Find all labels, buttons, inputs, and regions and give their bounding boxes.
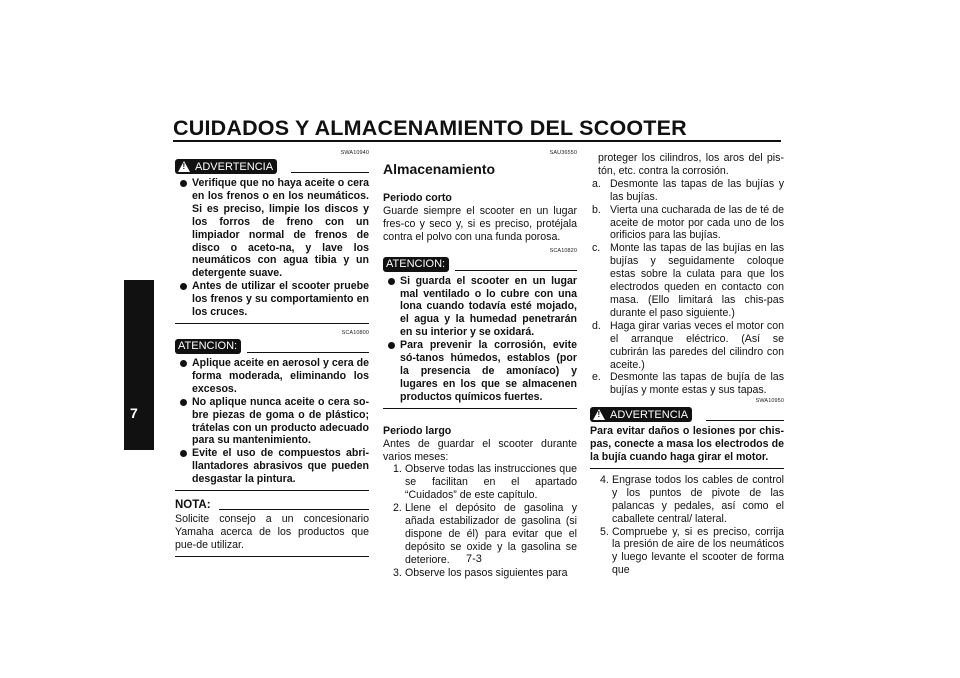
caution-header [175,339,369,354]
section-title: Almacenamiento [383,161,496,177]
warning-list [175,177,369,319]
caution-label: ATENCION: [383,257,449,272]
note-text: Solicite consejo a un concesionario Yamaha acerca de los productos que pue-de utilizar. [175,513,369,551]
list-item: a. Desmonte las tapas de las bujías y las bujías. [592,177,784,203]
caution-header [383,257,577,272]
caution-code: SCA10820 [549,247,577,254]
list-item: e. Desmonte las tapas de bujía de las bujías y monte estas y sus tapas. [592,371,784,397]
list-item: Aplique aceite en aerosol y cera de forma moderada, eliminando los excesos. [175,357,369,396]
short-period-text: Guarde siempre el scooter en un lugar fres-co y seco y, si es preciso, protéjala contra el polvo con una funda porosa. [383,204,577,243]
chapter-number: 7 [130,405,138,421]
long-period-intro: Antes de guardar el scooter durante varios meses: [383,437,577,463]
warning-label [590,407,692,422]
list-item: Si guarda el scooter en un lugar mal ventilado o lo cubre con una lona cuando todavía esté mojado, el agua y la humedad penetrarán en su interior y se oxidará. [383,275,577,340]
note-bottom-rule [175,556,369,557]
note-header [175,498,369,512]
caution-header-rule [247,352,369,353]
list-item: Verifique que no haya aceite o cera en los frenos o en los neumáticos. Si es preciso, limpie los discos y los forros de freno con un limpiador normal de frenos de disco o aceto-na, y lave los neumáticos con agua tibia y un detergente suave. [175,177,369,280]
caution-list [383,275,577,404]
list-item: d. Haga girar varias veces el motor con el arranque eléctrico. (Así se cubrirán las paredes del cilindro con aceite.) [592,319,784,371]
warning-header [175,159,369,174]
long-period-title: Periodo largo [383,424,452,437]
bullet-icon [180,399,187,406]
bullet-icon [388,342,395,349]
warning-header-rule [706,420,784,421]
bullet-icon [180,360,187,367]
continuation-text: proteger los cilindros, los aros del pis-tón, etc. contra la corrosión. [598,152,784,177]
steps-list [590,474,784,577]
list-item: 3. Observe los pasos siguientes para [393,566,568,579]
warning-header-rule [291,172,369,173]
warning-bottom-rule [175,323,369,324]
title-rule [173,140,781,142]
warning-label-text: ADVERTENCIA [610,408,689,421]
warning-header [590,407,784,422]
warning-bottom-rule [590,468,784,469]
chapter-tab [124,280,154,450]
page-title: CUIDADOS Y ALMACENAMIENTO DEL SCOOTER [173,116,687,140]
warning-text: Para evitar daños o lesiones por chis-pas, conecte a masa los electrodos de la bujía cuando haga girar el motor. [590,425,784,464]
warning-label-text: ADVERTENCIA [195,160,274,173]
note-label: NOTA: [175,499,211,512]
list-item: c. Monte las tapas de las bujías en las bujías y seguidamente coloque estas sobre la culata para que los electrodos queden en contacto con masa. (Ello limitará las chis-pas durante el paso siguiente.) [592,242,784,319]
note-header-rule [219,509,369,510]
warning-code: SWA10950 [755,398,784,405]
left-column [175,150,369,557]
list-item: No aplique nunca aceite o cera so-bre piezas de goma o de plástico; trátelas con un producto adecuado para su mantenimiento. [175,396,369,448]
substeps-list [590,178,784,397]
bullet-icon [180,283,187,290]
page-number: 7-3 [466,553,482,565]
list-item: b. Vierta una cucharada de las de té de aceite de motor por cada uno de los orificios para las bujías. [592,203,784,242]
list-item: Evite el uso de compuestos abri-llantadores abrasivos que pueden desgastar la pintura. [175,447,369,486]
caution-header-rule [455,270,577,271]
list-item: Antes de utilizar el scooter pruebe los frenos y su comportamiento en los cruces. [175,280,369,319]
short-period-title: Periodo corto [383,192,452,204]
warning-triangle-icon: ! [593,409,605,420]
bullet-icon [180,450,187,457]
middle-column [383,150,577,580]
section-code: SAU36550 [549,150,577,156]
warning-triangle-icon: ! [178,161,190,172]
list-item: 5. Compruebe y, si es preciso, corrija la presión de aire de los neumáticos y luego levante el scooter de forma que [600,525,784,577]
caution-list [175,357,369,486]
caution-bottom-rule [175,490,369,491]
right-column [590,152,784,577]
bullet-icon [180,180,187,187]
warning-label [175,159,277,174]
caution-code: SCA10800 [341,329,369,336]
list-item: 4. Engrase todos los cables de control y los puntos de pivote de las palancas y pedales, así como el caballete central/ lateral. [600,473,784,525]
caution-bottom-rule [383,408,577,409]
list-item: 2. Llene el depósito de gasolina y añada estabilizador de gasolina (si dispone de él) para evitar que el depósito se oxide y la gasolina se deteriore. [393,502,577,566]
list-item: Para prevenir la corrosión, evite só-tanos húmedos, establos (por la presencia de amoníaco) y lugares en los que se almacenen productos químicos fuertes. [383,339,577,404]
list-item: 1. Observe todas las instrucciones que se facilitan en el apartado “Cuidados” de este capítulo. [393,463,577,502]
bullet-icon [388,278,395,285]
warning-code: SWA10940 [340,150,369,156]
caution-label: ATENCION: [175,339,241,354]
